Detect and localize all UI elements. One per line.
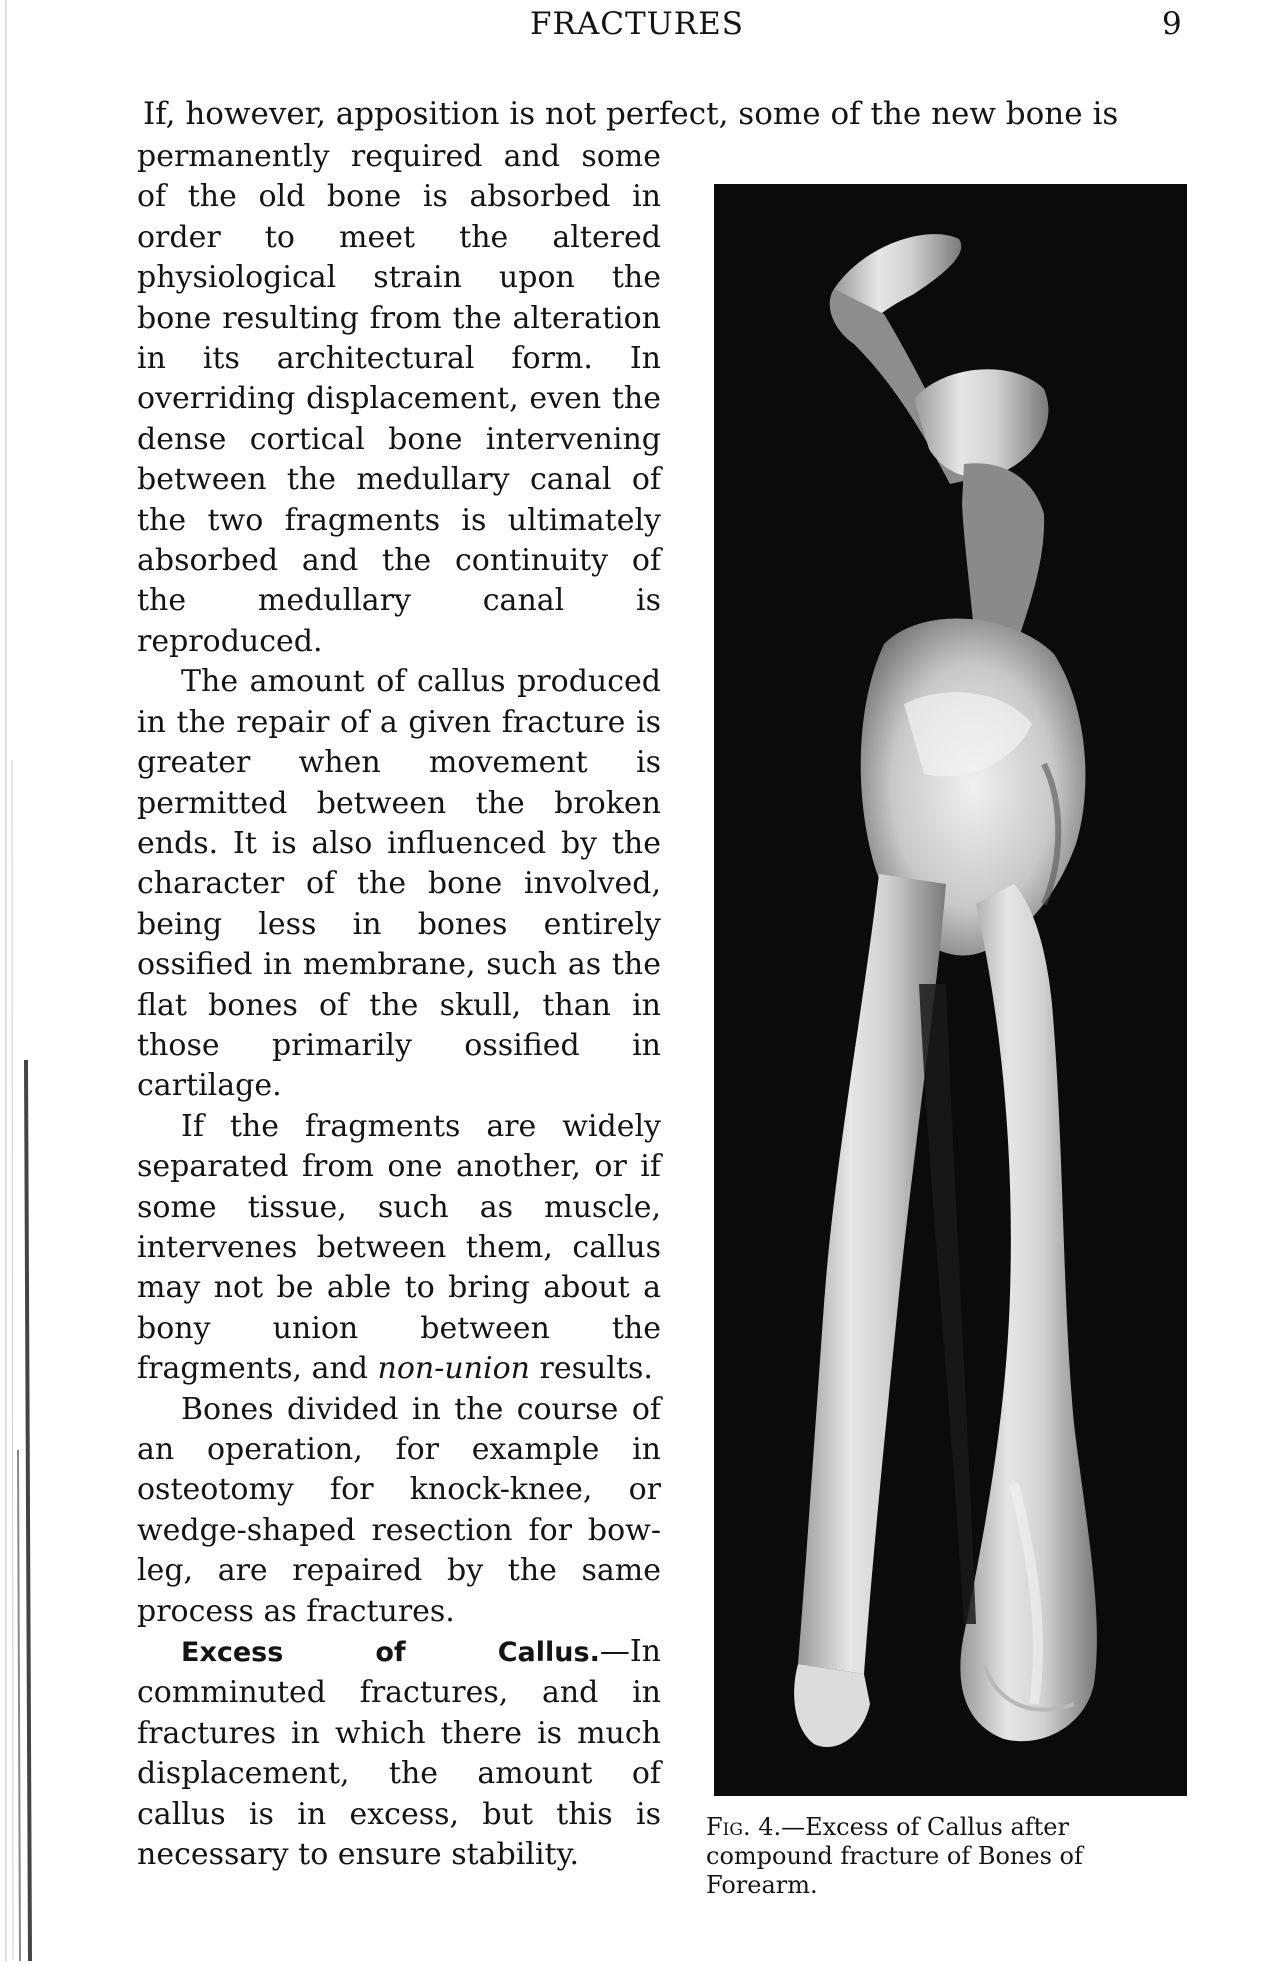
figure-label: Fig. 4. [706,1813,782,1841]
forearm-bones-photograph [714,184,1187,1796]
non-union-text-start: If the fragments are widely separated from one another, or if some tissue, such as muscle, intervenes between them, callus may not be able to bring about a bony union between the fragments, and [137,1108,661,1387]
non-union-term: non-union [377,1351,530,1387]
page-header [0,6,1276,46]
paragraph-non-union [137,1107,661,1390]
text-column [137,137,661,1875]
page-number: 9 [1162,6,1182,42]
opening-line: If, however, apposition is not perfect, some of the new bone is [143,96,1119,132]
paragraph-excess-callus [137,1632,661,1875]
page-binding-edge [0,0,44,1961]
paragraph-osteotomy: Bones divided in the course of an operation, for example in osteotomy for knock-knee, or wedge-shaped resection for bow-leg, are repaired by the same process as fractures. [137,1391,661,1629]
excess-callus-text: —In comminuted fractures, and in fractures in which there is much displacement, the amount of callus is in excess, but this is necessary to ensure stability. [137,1634,661,1873]
figure-caption [706,1813,1198,1900]
paragraph-callus-amount: The amount of callus produced in the repair of a given fracture is greater when movement is permitted between the broken ends. It is also influenced by the character of the bone involved, being less in bones entirely ossified in membrane, such as the flat bones of the skull, than in those primarily ossified in cartilage. [137,664,661,1104]
paragraph-continuation: permanently required and some of the old bone is absorbed in order to meet the altered physiological strain upon the bone resulting from the alteration in its architectural form. In overriding displacement, even the dense cortical bone intervening between the medullary canal of the two fragments is ultimately absorbed and the continuity of the medullary canal is reproduced. [137,139,661,659]
non-union-text-end: results. [530,1351,653,1387]
section-heading-excess-of-callus: Excess of Callus. [181,1637,600,1669]
running-title: FRACTURES [530,6,744,42]
figure-caption-text: —Excess of Callus after compound fracture of Bones of Forearm. [706,1813,1083,1899]
